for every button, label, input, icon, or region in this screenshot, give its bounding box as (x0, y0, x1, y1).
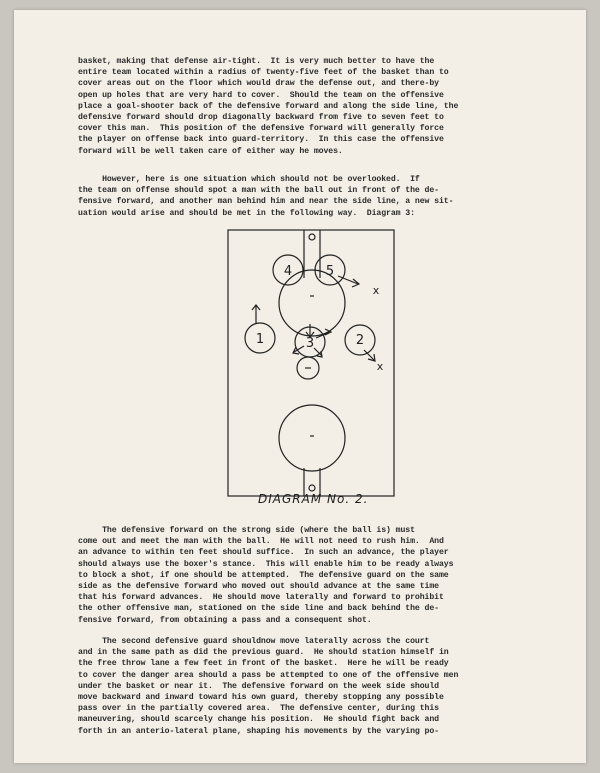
player-label-2: 2 (355, 333, 365, 348)
player-label-5: 5 (325, 264, 335, 279)
court-diagram (226, 228, 396, 498)
paragraph-1: basket, making that defense air-tight. It is very much better to have the entire team located within a radius of twenty-five feet of the basket than to cover areas out on the floor which would draw the defense out, and there-by open up holes that are very hard to cover. Should the team on the offensive place a goal-shooter back of the defensive forward and along the side line, the defensive forward should drop diagonally backward from five to seven feet to cover this man. This position of the defensive forward will generally force the player on offense back into guard-territory. In this case the offensive forward will be well taken care of either way he moves. (78, 57, 459, 156)
top-free-throw-circle (279, 270, 345, 336)
player-label-4: 4 (283, 264, 293, 279)
player-label-3: 3 (305, 336, 315, 351)
opponent-mark-1: x (372, 284, 380, 297)
diagram-caption: DIAGRAM No. 2. (258, 492, 369, 506)
paragraph-4: The second defensive guard shouldnow move laterally across the court and in the same path as did the previous guard. He should station himself in the free throw lane a few feet in front of the basket. Here he will be ready to cover the danger area should a pass be attempted to one of the offensive men under the basket or near it. The defensive forward on the week side should move backward and inward toward his own guard, thereby stopping any possible pass over in the partially covered area. The defensive center, during this maneuvering, should scarcely change his position. He should fight back and forth in an anterio-lateral plane, shaping his movements by the varying po- (78, 637, 459, 736)
paragraph-3: The defensive forward on the strong side (where the ball is) must come out and meet the man with the ball. He will not need to rush him. And an advance to within ten feet should suffice. In such an advance, the player should always use the boxer's stance. This will enable him to be ready always to block a shot, if one should be attempted. The defensive guard on the same side as the defensive forward who moved out should advance at the same time that his forward advances. He should move laterally and forward to prohibit the other offensive man, stationed on the side line and back behind the de- fensive forward, from obtaining a pass and a consequent shot. (78, 526, 454, 625)
bottom-free-throw-circle (279, 405, 345, 471)
player-label-1: 1 (255, 332, 265, 347)
paragraph-2: However, here is one situation which should not be overlooked. If the team on offense should spot a man with the ball out in front of the de- fensive forward, and another man behind him and near the side line, a new sit- uation would arise and should be met in the following way. Diagram 3: (78, 175, 454, 218)
bottom-basket (309, 485, 315, 491)
top-basket (309, 234, 315, 240)
document-page (14, 10, 586, 763)
opponent-mark-2: x (376, 360, 384, 373)
